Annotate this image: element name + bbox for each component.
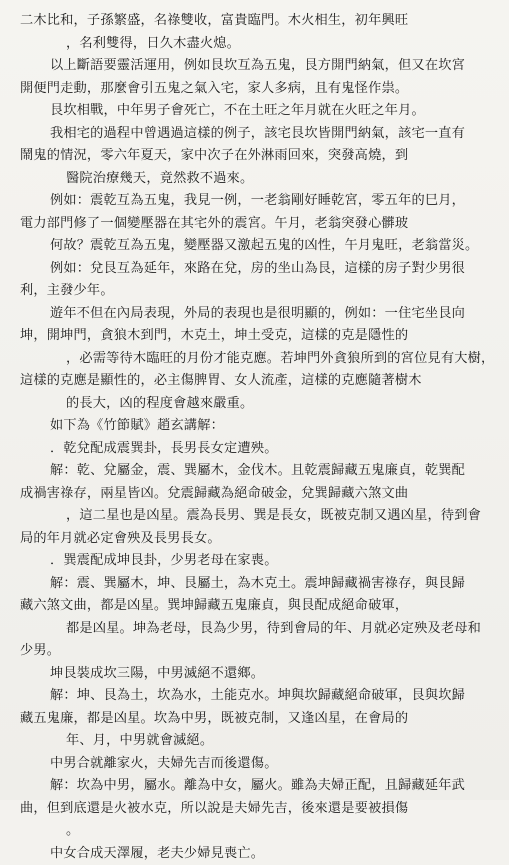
text-line: 解：震、巽屬木，坤、艮屬土，為木克土。震坤歸藏禍害祿存，與艮歸 [20, 573, 497, 596]
text-line: 何故？震乾互為五鬼，變壓器又激起五鬼的凶性，午月鬼旺，老翁當災。 [20, 235, 497, 258]
text-line: 醫院治療幾天，竟然救不過來。 [20, 168, 497, 191]
text-line: 這樣的克應是顯性的，必主傷脾胃、女人流產，這樣的克應隨著樹木 [20, 370, 497, 393]
text-line: 例如：震乾互為五鬼，我見一例，一老翁剛好睡乾宮，零五年的巳月， [20, 190, 497, 213]
text-line: ，名利雙得，日久木盡火熄。 [20, 33, 497, 56]
text-body [20, 10, 497, 865]
text-line: ，這二星也是凶星。震為長男、巽是長女，既被克制又遇凶星，待到會 [20, 505, 497, 528]
text-line: 坤，開坤門，貪狼木到門，木克土，坤土受克，這樣的克是隱性的 [20, 325, 497, 348]
text-line: 曲，但到底還是火被水克，所以說是夫婦先吉，後來還是要被損傷 [20, 798, 497, 821]
text-line: 例如：兌艮互為延年，來路在兌，房的坐山為艮，這樣的房子對少男很 [20, 258, 497, 281]
text-line: 二木比和，子孫繁盛，名祿雙收，富貴臨門。木火相生，初年興旺 [20, 10, 497, 33]
text-line: 以上斷語要靈活運用，例如艮坎互為五鬼，艮方開門納氣，但又在坎宮 [20, 55, 497, 78]
text-line: 開便門走動，那麼會引五鬼之氣入宅，家人多病，且有鬼怪作祟。 [20, 78, 497, 101]
text-line: 少男。 [20, 640, 497, 663]
text-line: 電力部門修了一個變壓器在其宅外的震宮。午月，老翁突發心髒玻 [20, 213, 497, 236]
text-line: 艮坎相戰，中年男子會死亡，不在土旺之年月就在火旺之年月。 [20, 100, 497, 123]
text-line: 鬧鬼的情況，零六年夏天，家中次子在外淋雨回來，突發高燒，到 [20, 145, 497, 168]
text-line: ．乾兌配成震巽卦，長男長女定遭殃。 [20, 438, 497, 461]
text-line: ．巽震配成坤艮卦，少男老母在家喪。 [20, 550, 497, 573]
text-line: 解：乾、兌屬金，震、巽屬木，金伐木。且乾震歸藏五鬼廉貞，乾巽配 [20, 460, 497, 483]
text-line: 利，主發少年。 [20, 280, 497, 303]
text-line: 的長大，凶的程度會越來嚴重。 [20, 393, 497, 416]
text-line: 成禍害祿存，兩星皆凶。兌震歸藏為絕命破金，兌巽歸藏六煞文曲 [20, 483, 497, 506]
text-line: 我相宅的過程中曾遇過這樣的例子，該宅艮坎皆開門納氣，該宅一直有 [20, 123, 497, 146]
text-line: 解：坤、艮為土，坎為水，土能克水。坤與坎歸藏絕命破軍，艮與坎歸 [20, 685, 497, 708]
text-line: 藏五鬼廉，都是凶星。坎為中男，既被克制，又逢凶星，在會局的 [20, 708, 497, 731]
text-line: 。 [20, 820, 497, 843]
text-line: 藏六煞文曲，都是凶星。巽坤歸藏五鬼廉貞，與艮配成絕命破軍， [20, 595, 497, 618]
text-line: 中女合成天澤履，老夫少婦見喪亡。 [20, 843, 497, 865]
text-line: 都是凶星。坤為老母，艮為少男，待到會局的年、月就必定殃及老母和 [20, 618, 497, 641]
text-line: 如下為《竹節賦》趙玄講解： [20, 415, 497, 438]
text-line: 坤艮裝成坎三陽，中男滅絕不還鄉。 [20, 663, 497, 686]
text-line: 解：坎為中男，屬水。離為中女，屬火。雖為夫婦正配，且歸藏延年武 [20, 775, 497, 798]
text-line: ，必需等待木臨旺的月份才能克應。若坤門外貪狼所到的宮位見有大樹， [20, 348, 497, 371]
text-line: 遊年不但在內局表現，外局的表現也是很明顯的，例如：一住宅坐艮向 [20, 303, 497, 326]
text-line: 年、月，中男就會滅絕。 [20, 730, 497, 753]
text-line: 中男合就離家火，夫婦先吉而後還傷。 [20, 753, 497, 776]
text-line: 局的年月就必定會殃及長男長女。 [20, 528, 497, 551]
